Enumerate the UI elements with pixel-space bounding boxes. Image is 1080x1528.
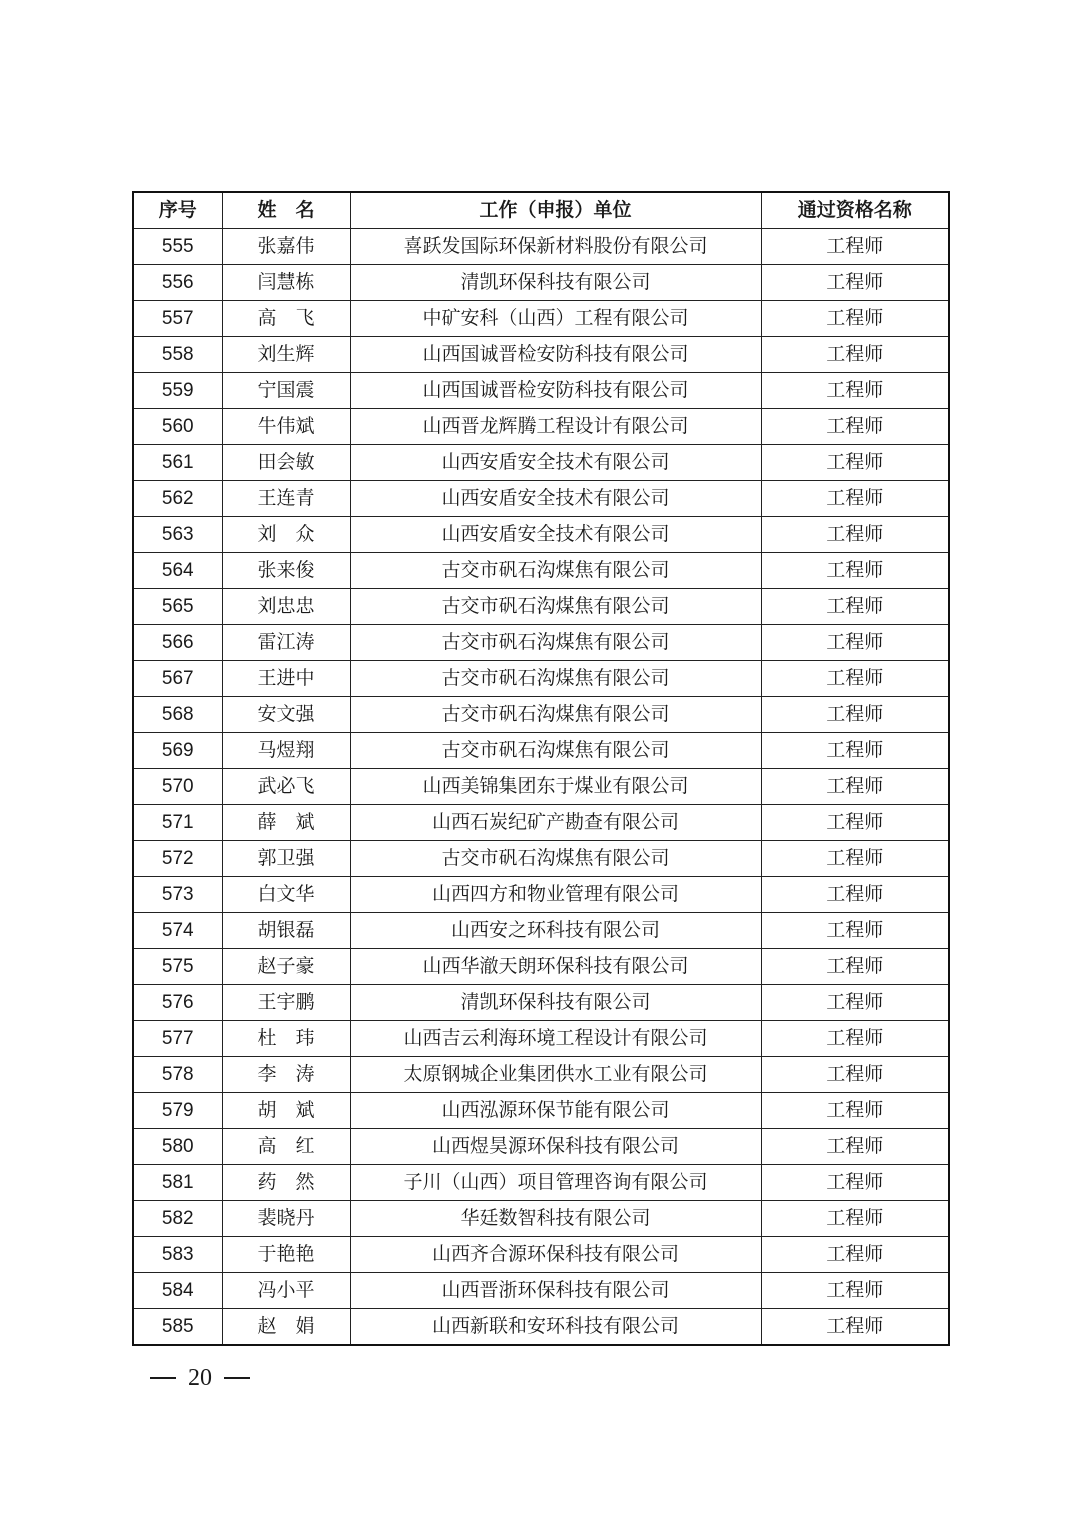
- row-serial-number: 561: [133, 445, 222, 481]
- row-serial-number: 584: [133, 1273, 222, 1309]
- row-name: 武必飞: [222, 769, 350, 805]
- row-work-unit: 山西华澈天朗环保科技有限公司: [350, 949, 761, 985]
- row-name: 安文强: [222, 697, 350, 733]
- table-row: [133, 733, 949, 769]
- row-work-unit: 喜跃发国际环保新材料股份有限公司: [350, 229, 761, 265]
- row-qualification: 工程师: [761, 1237, 949, 1273]
- row-serial-number: 583: [133, 1237, 222, 1273]
- row-serial-number: 570: [133, 769, 222, 805]
- row-qualification: 工程师: [761, 1057, 949, 1093]
- row-name: 田会敏: [222, 445, 350, 481]
- row-name: 张来俊: [222, 553, 350, 589]
- row-name: 刘忠忠: [222, 589, 350, 625]
- row-qualification: 工程师: [761, 985, 949, 1021]
- table-row: [133, 805, 949, 841]
- row-name: 王进中: [222, 661, 350, 697]
- row-work-unit: 古交市矾石沟煤焦有限公司: [350, 661, 761, 697]
- row-serial-number: 581: [133, 1165, 222, 1201]
- row-name: 赵子豪: [222, 949, 350, 985]
- row-work-unit: 古交市矾石沟煤焦有限公司: [350, 733, 761, 769]
- header-name: 姓 名: [222, 192, 350, 229]
- row-name: 白文华: [222, 877, 350, 913]
- row-qualification: 工程师: [761, 1309, 949, 1346]
- row-serial-number: 575: [133, 949, 222, 985]
- footer-dash-left: [150, 1377, 176, 1379]
- row-qualification: 工程师: [761, 481, 949, 517]
- row-qualification: 工程师: [761, 373, 949, 409]
- row-name: 刘 众: [222, 517, 350, 553]
- table-row: [133, 301, 949, 337]
- table-row: [133, 589, 949, 625]
- row-qualification: 工程师: [761, 877, 949, 913]
- row-qualification: 工程师: [761, 1201, 949, 1237]
- row-serial-number: 574: [133, 913, 222, 949]
- row-work-unit: 山西安盾安全技术有限公司: [350, 517, 761, 553]
- row-work-unit: 太原钢城企业集团供水工业有限公司: [350, 1057, 761, 1093]
- footer-dash-right: [224, 1377, 250, 1379]
- table-row: [133, 409, 949, 445]
- row-work-unit: 古交市矾石沟煤焦有限公司: [350, 841, 761, 877]
- row-name: 薛 斌: [222, 805, 350, 841]
- row-work-unit: 子川（山西）项目管理咨询有限公司: [350, 1165, 761, 1201]
- row-serial-number: 560: [133, 409, 222, 445]
- row-work-unit: 山西石炭纪矿产勘查有限公司: [350, 805, 761, 841]
- table-row: [133, 265, 949, 301]
- row-work-unit: 山西国诚晋检安防科技有限公司: [350, 337, 761, 373]
- table-row: [133, 697, 949, 733]
- row-name: 牛伟斌: [222, 409, 350, 445]
- row-work-unit: 山西晋龙辉腾工程设计有限公司: [350, 409, 761, 445]
- table-row: [133, 625, 949, 661]
- row-work-unit: 清凯环保科技有限公司: [350, 265, 761, 301]
- table-row: [133, 373, 949, 409]
- row-qualification: 工程师: [761, 697, 949, 733]
- row-serial-number: 569: [133, 733, 222, 769]
- row-qualification: 工程师: [761, 1165, 949, 1201]
- row-work-unit: 山西国诚晋检安防科技有限公司: [350, 373, 761, 409]
- row-qualification: 工程师: [761, 229, 949, 265]
- row-serial-number: 573: [133, 877, 222, 913]
- row-qualification: 工程师: [761, 625, 949, 661]
- table-row: [133, 1129, 949, 1165]
- header-work-unit: 工作（申报）单位: [350, 192, 761, 229]
- table-row: [133, 1273, 949, 1309]
- row-qualification: 工程师: [761, 1129, 949, 1165]
- row-serial-number: 555: [133, 229, 222, 265]
- row-serial-number: 564: [133, 553, 222, 589]
- table-row: [133, 445, 949, 481]
- row-qualification: 工程师: [761, 733, 949, 769]
- table-row: [133, 1021, 949, 1057]
- row-qualification: 工程师: [761, 913, 949, 949]
- table-row: [133, 949, 949, 985]
- row-qualification: 工程师: [761, 589, 949, 625]
- row-name: 杜 玮: [222, 1021, 350, 1057]
- row-name: 高 红: [222, 1129, 350, 1165]
- row-qualification: 工程师: [761, 553, 949, 589]
- row-work-unit: 山西煜昊源环保科技有限公司: [350, 1129, 761, 1165]
- row-work-unit: 古交市矾石沟煤焦有限公司: [350, 625, 761, 661]
- row-work-unit: 清凯环保科技有限公司: [350, 985, 761, 1021]
- header-qualification: 通过资格名称: [761, 192, 949, 229]
- row-serial-number: 562: [133, 481, 222, 517]
- row-name: 药 然: [222, 1165, 350, 1201]
- row-serial-number: 577: [133, 1021, 222, 1057]
- row-work-unit: 山西安之环科技有限公司: [350, 913, 761, 949]
- row-qualification: 工程师: [761, 841, 949, 877]
- row-serial-number: 579: [133, 1093, 222, 1129]
- row-serial-number: 568: [133, 697, 222, 733]
- row-name: 刘生辉: [222, 337, 350, 373]
- row-qualification: 工程师: [761, 265, 949, 301]
- row-serial-number: 565: [133, 589, 222, 625]
- row-qualification: 工程师: [761, 1093, 949, 1129]
- row-qualification: 工程师: [761, 1273, 949, 1309]
- row-qualification: 工程师: [761, 661, 949, 697]
- table-row: [133, 517, 949, 553]
- row-name: 雷江涛: [222, 625, 350, 661]
- header-serial-number: 序号: [133, 192, 222, 229]
- row-work-unit: 山西美锦集团东于煤业有限公司: [350, 769, 761, 805]
- table-row: [133, 877, 949, 913]
- table-row: [133, 229, 949, 265]
- row-work-unit: 山西四方和物业管理有限公司: [350, 877, 761, 913]
- row-qualification: 工程师: [761, 769, 949, 805]
- row-serial-number: 566: [133, 625, 222, 661]
- table-row: [133, 1165, 949, 1201]
- row-name: 宁国震: [222, 373, 350, 409]
- qualification-list-table: [132, 191, 950, 1346]
- row-qualification: 工程师: [761, 805, 949, 841]
- table-row: [133, 1093, 949, 1129]
- row-work-unit: 中矿安科（山西）工程有限公司: [350, 301, 761, 337]
- row-name: 冯小平: [222, 1273, 350, 1309]
- row-qualification: 工程师: [761, 409, 949, 445]
- row-work-unit: 古交市矾石沟煤焦有限公司: [350, 589, 761, 625]
- row-qualification: 工程师: [761, 517, 949, 553]
- table-row: [133, 769, 949, 805]
- table-row: [133, 913, 949, 949]
- row-serial-number: 582: [133, 1201, 222, 1237]
- row-name: 胡 斌: [222, 1093, 350, 1129]
- row-serial-number: 563: [133, 517, 222, 553]
- row-work-unit: 古交市矾石沟煤焦有限公司: [350, 697, 761, 733]
- table-row: [133, 553, 949, 589]
- row-name: 郭卫强: [222, 841, 350, 877]
- table-row: [133, 481, 949, 517]
- row-work-unit: 山西安盾安全技术有限公司: [350, 481, 761, 517]
- row-work-unit: 华廷数智科技有限公司: [350, 1201, 761, 1237]
- row-serial-number: 567: [133, 661, 222, 697]
- table-row: [133, 985, 949, 1021]
- row-serial-number: 585: [133, 1309, 222, 1346]
- row-name: 王连青: [222, 481, 350, 517]
- row-work-unit: 山西新联和安环科技有限公司: [350, 1309, 761, 1346]
- table-row: [133, 1057, 949, 1093]
- table-row: [133, 1201, 949, 1237]
- table-row: [133, 1309, 949, 1346]
- row-name: 闫慧栋: [222, 265, 350, 301]
- row-serial-number: 571: [133, 805, 222, 841]
- row-serial-number: 580: [133, 1129, 222, 1165]
- row-work-unit: 山西吉云利海环境工程设计有限公司: [350, 1021, 761, 1057]
- row-name: 马煜翔: [222, 733, 350, 769]
- row-serial-number: 576: [133, 985, 222, 1021]
- row-work-unit: 山西安盾安全技术有限公司: [350, 445, 761, 481]
- table-row: [133, 841, 949, 877]
- table-row: [133, 337, 949, 373]
- row-serial-number: 559: [133, 373, 222, 409]
- row-name: 王宇鹏: [222, 985, 350, 1021]
- row-serial-number: 558: [133, 337, 222, 373]
- row-serial-number: 556: [133, 265, 222, 301]
- row-name: 张嘉伟: [222, 229, 350, 265]
- page-footer: [150, 1363, 250, 1393]
- page-number: 20: [188, 1364, 212, 1391]
- row-name: 胡银磊: [222, 913, 350, 949]
- row-name: 裴晓丹: [222, 1201, 350, 1237]
- row-qualification: 工程师: [761, 949, 949, 985]
- row-name: 于艳艳: [222, 1237, 350, 1273]
- row-work-unit: 古交市矾石沟煤焦有限公司: [350, 553, 761, 589]
- row-serial-number: 578: [133, 1057, 222, 1093]
- table-row: [133, 1237, 949, 1273]
- row-qualification: 工程师: [761, 337, 949, 373]
- row-qualification: 工程师: [761, 301, 949, 337]
- row-qualification: 工程师: [761, 1021, 949, 1057]
- table-body: [133, 229, 949, 1346]
- row-name: 赵 娟: [222, 1309, 350, 1346]
- table-row: [133, 661, 949, 697]
- row-serial-number: 572: [133, 841, 222, 877]
- row-work-unit: 山西齐合源环保科技有限公司: [350, 1237, 761, 1273]
- row-serial-number: 557: [133, 301, 222, 337]
- row-qualification: 工程师: [761, 445, 949, 481]
- row-work-unit: 山西泓源环保节能有限公司: [350, 1093, 761, 1129]
- table-header-row: [133, 192, 949, 229]
- row-work-unit: 山西晋浙环保科技有限公司: [350, 1273, 761, 1309]
- row-name: 高 飞: [222, 301, 350, 337]
- row-name: 李 涛: [222, 1057, 350, 1093]
